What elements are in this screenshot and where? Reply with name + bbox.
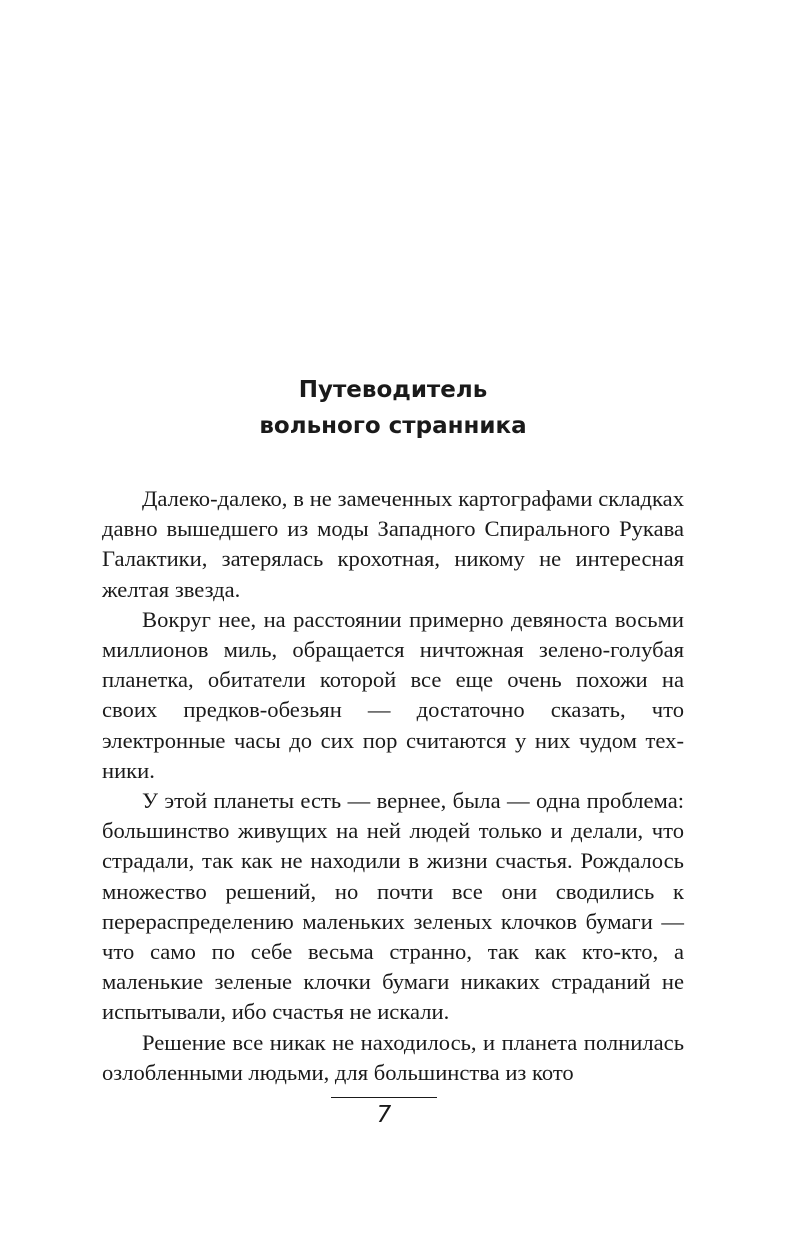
- footer-rule: [331, 1097, 437, 1098]
- page-number: 7: [376, 1102, 392, 1128]
- paragraph: Решение все никак не находилось, и планета полнилась озлобленными людьми, для большинства из кото: [102, 1029, 684, 1085]
- chapter-title-line-1: Путеводитель: [298, 377, 488, 403]
- paragraph: У этой планеты есть — вернее, была — одна проблема: большинство живущих на ней людей только и делали, что страдали, так как не находили в жизни счастья. Рождалось множество решений, но почти все они сводились к перераспределению маленьких зеленых клочков бумаги — что само по себе весьма странно, так как кто-кто, а маленькие зеленые клочки бумаги никаких страданий не испытывали, ибо счастья не искали.: [102, 788, 684, 1025]
- chapter-title-line-2: вольного странника: [259, 413, 527, 439]
- chapter-title: [0, 372, 786, 444]
- paragraph: Далеко-далеко, в не замеченных картографами складках давно вышедшего из моды Западного Спирального Рукава Галактики, затерялась крохотная, никому не интересная желтая звезда.: [102, 486, 684, 602]
- paragraph: Вокруг нее, на расстоянии примерно девяноста восьми миллионов миль, обращается ничтожная зелено-голубая планетка, обитатели которой все еще очень похожи на своих предков-обезьян — достаточно сказать, что электронные часы до сих пор считаются у них чудом техники.: [102, 606, 684, 783]
- body-text: [102, 484, 684, 1088]
